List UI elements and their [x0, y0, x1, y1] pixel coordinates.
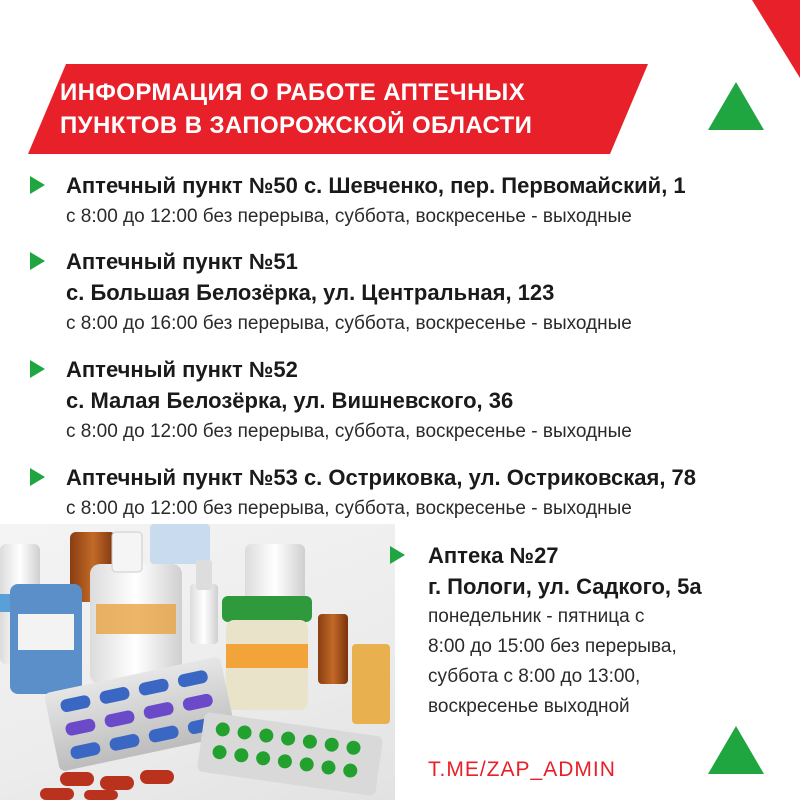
pharmacy-hours: с 8:00 до 12:00 без перерыва, суббота, воскресенье - выходные: [66, 206, 632, 227]
list-item-pharmacy-50: [30, 170, 780, 233]
pharmacy-title: Аптека №27: [428, 543, 559, 568]
pharmacy-hours: с 8:00 до 12:00 без перерыва, суббота, воскресенье - выходные: [66, 498, 632, 519]
green-bullet-icon: [30, 176, 45, 194]
list-item-pharmacy-53: [30, 462, 780, 525]
pharmacy-hours-line: 8:00 до 15:00 без перерыва,: [428, 636, 677, 657]
pharmacy-title: Аптечный пункт №50 с. Шевченко, пер. Первомайский, 1: [66, 173, 686, 198]
pharmacy-title: Аптечный пункт №51: [66, 249, 298, 274]
green-bullet-icon: [30, 360, 45, 378]
green-triangle-top-icon: [708, 82, 764, 130]
list-item-pharmacy-52: [30, 354, 780, 448]
telegram-channel-link[interactable]: T.ME/ZAP_ADMIN: [428, 758, 616, 781]
list-item-pharmacy-51: [30, 246, 780, 340]
pharmacy-hours-line: воскресенье выходной: [428, 696, 630, 717]
green-triangle-bottom-icon: [708, 726, 764, 774]
pharmacy-hours: с 8:00 до 12:00 без перерыва, суббота, воскресенье - выходные: [66, 421, 632, 442]
pharmacy-address: с. Большая Белозёрка, ул. Центральная, 123: [66, 280, 555, 305]
green-bullet-icon: [30, 252, 45, 270]
pharmacy-title: Аптечный пункт №52: [66, 357, 298, 382]
green-bullet-icon: [390, 546, 405, 564]
pharmacy-address: г. Пологи, ул. Садкого, 5а: [428, 574, 702, 599]
pharmacy-title: Аптечный пункт №53 с. Остриковка, ул. Остриковская, 78: [66, 465, 697, 490]
pharmacy-address: с. Малая Белозёрка, ул. Вишневского, 36: [66, 388, 514, 413]
pharmacy-27-block: [390, 540, 790, 722]
medicines-photo: [0, 524, 395, 800]
medicines-illustration: [0, 524, 395, 800]
green-bullet-icon: [30, 468, 45, 486]
corner-red-decoration: [752, 0, 800, 78]
pharmacy-hours-line: понедельник - пятница с: [428, 606, 645, 627]
page-title: ИНФОРМАЦИЯ О РАБОТЕ АПТЕЧНЫХ ПУНКТОВ В ЗАПОРОЖСКОЙ ОБЛАСТИ: [60, 79, 533, 139]
pharmacy-hours: с 8:00 до 16:00 без перерыва, суббота, воскресенье - выходные: [66, 313, 632, 334]
pharmacy-hours-line: суббота с 8:00 до 13:00,: [428, 666, 641, 687]
